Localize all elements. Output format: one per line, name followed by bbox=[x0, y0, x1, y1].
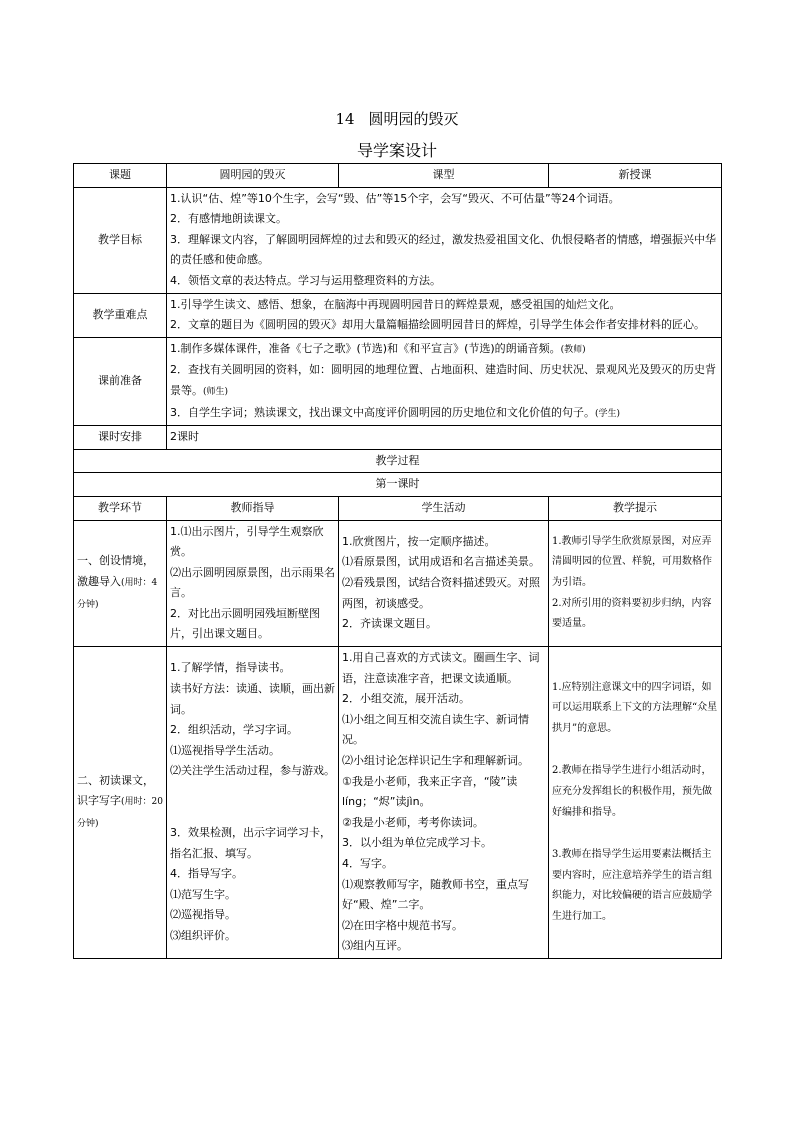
student-step: 1.用自己喜欢的方式读文。圈画生字、词语，注意读准字音，把课文读通顺。 bbox=[342, 651, 540, 685]
student-step: ⑵小组讨论怎样识记生字和理解新词。 bbox=[342, 754, 529, 768]
teacher-cell bbox=[167, 520, 339, 647]
teacher-step: ⑴巡视指导学生活动。 bbox=[170, 743, 280, 757]
keypoint-item: 1.引导学生读文、感悟、想象，在脑海中再现圆明园昔日的辉煌景观，感受祖国的灿烂文化。 bbox=[170, 297, 621, 311]
stage-cell bbox=[74, 520, 167, 647]
stage-cell bbox=[74, 647, 167, 959]
prep-note: (师生) bbox=[203, 386, 229, 397]
type-value: 新授课 bbox=[549, 164, 722, 188]
goals-label: 教学目标 bbox=[74, 187, 167, 293]
goals-cell bbox=[167, 187, 722, 293]
stage-time: (用时：20分钟) bbox=[77, 797, 163, 829]
col-hint-header: 教学提示 bbox=[549, 496, 722, 520]
student-cell bbox=[339, 520, 549, 647]
spacer bbox=[552, 739, 718, 761]
student-step: ⑴观察教师写字，随教师书空，重点写好“殿、煌”二字。 bbox=[342, 877, 529, 912]
student-step: ⑴小组之间互相交流自读生字、新词情况。 bbox=[342, 712, 529, 747]
student-cell bbox=[339, 647, 549, 959]
col-stage-header: 教学环节 bbox=[74, 496, 167, 520]
goal-item: 1.认识“估、煌”等10个生字，会写“毁、估”等15个字，会写“毁灭、不可估量”等24个词语。 bbox=[170, 191, 620, 205]
stage-name: 一、创设情境，激趣导入 bbox=[77, 554, 154, 588]
prep-text: 1.制作多媒体课件，准备《七子之歌》(节选)和《和平宣言》(节选)的朗诵音频。 bbox=[170, 341, 561, 355]
hint-item: 2.对所引用的资料要初步归纳，内容要适量。 bbox=[552, 597, 712, 630]
hint-cell bbox=[549, 647, 722, 959]
type-label: 课型 bbox=[339, 164, 549, 188]
hint-item: 3.教师在指导学生运用要素法概括主要内容时，应注意培养学生的语言组织能力，对比较偏硬的语言应鼓励学生进行加工。 bbox=[552, 849, 712, 922]
teacher-step: 1.了解学情，指导读书。 bbox=[170, 661, 291, 675]
col-student-header: 学生活动 bbox=[339, 496, 549, 520]
lesson-name: 圆明园的毁灭 bbox=[368, 110, 459, 128]
prep-note: (教师) bbox=[560, 344, 586, 355]
schedule-value: 2课时 bbox=[167, 426, 722, 450]
schedule-label: 课时安排 bbox=[74, 426, 167, 450]
prep-text: 2．查找有关圆明园的资料，如：圆明园的地理位置、占地面积、建造时间、历史状况、景观风光及毁灭的历史背景等。 bbox=[170, 363, 716, 397]
goal-item: 2．有感情地朗读课文。 bbox=[170, 212, 287, 226]
keypoint-item: 2．文章的题目为《圆明园的毁灭》却用大量篇幅描绘圆明园昔日的辉煌，引导学生体会作者安排材料的匠心。 bbox=[170, 318, 705, 332]
lesson-number: 14 bbox=[335, 110, 355, 128]
teacher-step: ⑶组织评价。 bbox=[170, 928, 236, 942]
period-title: 第一课时 bbox=[74, 473, 722, 497]
hint-item: 1.应特别注意课文中的四字词语，如可以运用联系上下文的方法理解“众星拱月”的意思。 bbox=[552, 681, 718, 734]
teacher-step: 2．组织活动，学习字词。 bbox=[170, 723, 298, 737]
topic-value: 圆明园的毁灭 bbox=[167, 164, 339, 188]
document-subtitle: 导学案设计 bbox=[356, 141, 437, 160]
student-step: ①我是小老师，我来正字音，“陵”读líng；“烬”读jìn。 bbox=[342, 774, 518, 809]
prep-label: 课前准备 bbox=[74, 337, 167, 425]
student-step: 1.欣赏图片，按一定顺序描述。 bbox=[342, 534, 496, 548]
col-teacher-header: 教师指导 bbox=[167, 496, 339, 520]
goal-item: 3．理解课文内容，了解圆明园辉煌的过去和毁灭的经过，激发热爱祖国文化、仇恨侵略者的情感，增强振兴中华的责任感和使命感。 bbox=[170, 232, 716, 267]
student-step: 2．小组交流，展开活动。 bbox=[342, 692, 470, 706]
hint-cell bbox=[549, 520, 722, 647]
student-step: ⑴看原景图，试用成语和名言描述美景。 bbox=[342, 555, 540, 569]
hint-item: 2.教师在指导学生进行小组活动时，应充分发挥组长的积极作用，预先做好编排和指导。 bbox=[552, 765, 712, 818]
prep-note: (学生) bbox=[595, 408, 621, 419]
student-step: ⑵在田字格中规范书写。 bbox=[342, 918, 463, 932]
prep-text: 3．自学生字词；熟读课文，找出课文中高度评价圆明园的历史地位和文化价值的句子。 bbox=[170, 405, 595, 419]
stage-name: 二、初读课文，识字写字 bbox=[77, 773, 154, 808]
goal-item: 4．领悟文章的表达特点。学习与运用整理资料的方法。 bbox=[170, 273, 441, 287]
keypoints-label: 教学重难点 bbox=[74, 293, 167, 337]
teacher-step: 4．指导写字。 bbox=[170, 867, 243, 881]
prep-item bbox=[170, 339, 718, 361]
process-title: 教学过程 bbox=[74, 449, 722, 473]
student-step: 2．齐读课文题目。 bbox=[342, 617, 437, 631]
student-step: 3．以小组为单位完成学习卡。 bbox=[342, 836, 492, 850]
teacher-step: ⑵关注学生活动过程，参与游戏。 bbox=[170, 764, 335, 778]
student-step: ②我是小老师，考考你读词。 bbox=[342, 815, 484, 829]
teacher-step: 读书好方法：读通、读顺，画出新词。 bbox=[170, 682, 335, 716]
teacher-step: ⑵巡视指导。 bbox=[170, 908, 236, 922]
keypoints-cell bbox=[167, 293, 722, 337]
prep-item bbox=[170, 403, 718, 425]
prep-item bbox=[170, 360, 718, 402]
spacer bbox=[170, 782, 335, 823]
teacher-step: 3．效果检测，出示字词学习卡，指名汇报、填写。 bbox=[170, 826, 331, 860]
spacer bbox=[552, 823, 718, 845]
teacher-step: 1.⑴出示图片，引导学生观察欣赏。 bbox=[170, 524, 324, 559]
student-step: ⑶组内互评。 bbox=[342, 939, 408, 953]
teacher-cell bbox=[167, 647, 339, 959]
prep-cell bbox=[167, 337, 722, 425]
teacher-step: ⑵出示圆明园原景图，出示雨果名言。 bbox=[170, 565, 335, 600]
hint-item: 1.教师引导学生欣赏原景图，对应弄清圆明园的位置、样貌，可用数格作为引语。 bbox=[552, 535, 712, 588]
student-step: 4．写字。 bbox=[342, 857, 393, 870]
student-step: ⑵看残景图，试结合资料描述毁灭。对照两图，初谈感受。 bbox=[342, 575, 540, 610]
lesson-title bbox=[0, 108, 794, 129]
stage-time: (用时：4分钟) bbox=[77, 577, 158, 610]
teacher-step: 2．对比出示圆明园残垣断壁图片，引出课文题目。 bbox=[170, 606, 320, 641]
teacher-step: ⑴范写生字。 bbox=[170, 887, 236, 901]
topic-label: 课题 bbox=[74, 164, 167, 188]
lesson-plan-table bbox=[73, 163, 722, 959]
